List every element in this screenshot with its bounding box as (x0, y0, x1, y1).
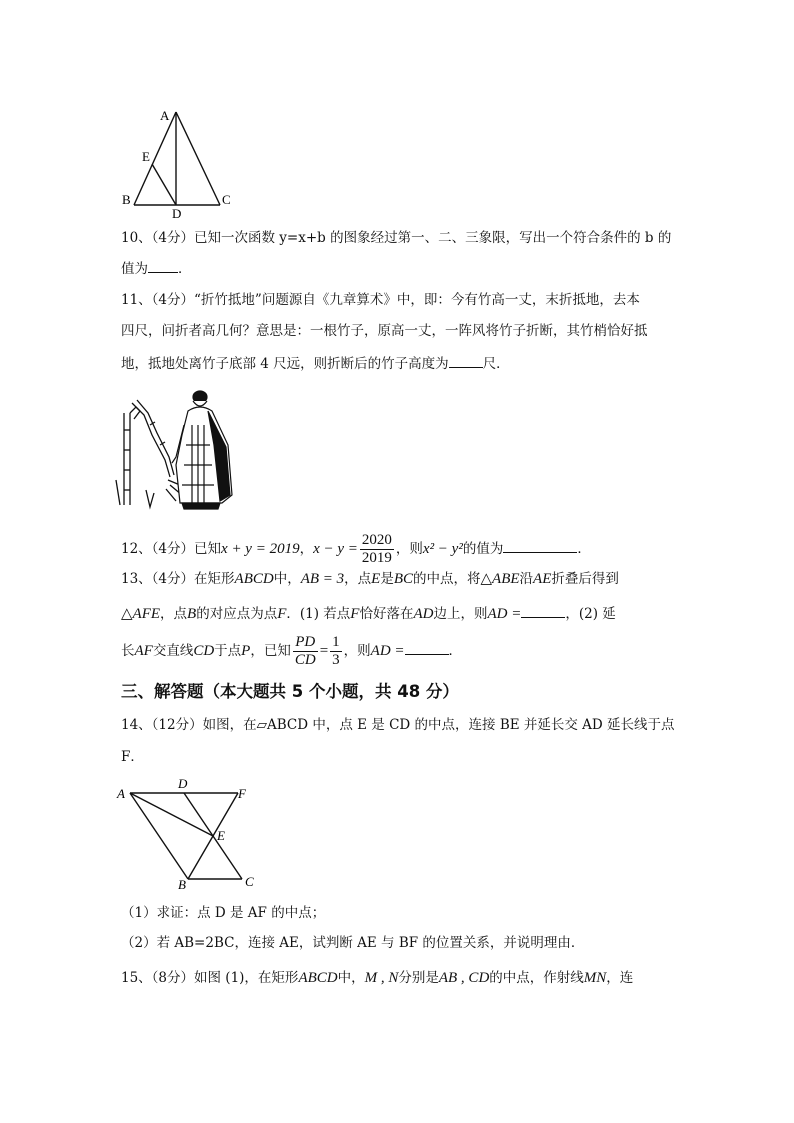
q15-text: 中， (337, 970, 365, 986)
q12-frac-num: 2020 (361, 532, 392, 548)
q15-text: ，连 (606, 970, 634, 986)
q12-expr: x² − y² (422, 541, 463, 557)
q13-math: CD (193, 643, 215, 659)
q15-line1 (121, 968, 633, 988)
q13-math: AF (134, 643, 153, 659)
q15-text: 的中点，作射线 (489, 970, 584, 986)
q12-suffix: 的值为 (462, 541, 504, 557)
q13-text: 是 (380, 571, 394, 587)
q15-math: M , N (364, 970, 399, 986)
q13-line2 (121, 603, 616, 624)
q15-text: 分别是 (398, 970, 439, 986)
q10-text: 值为 (121, 261, 148, 277)
q13-math: = (319, 643, 329, 659)
answer-blank[interactable] (503, 538, 577, 553)
q11-end: 尺． (482, 356, 510, 372)
q13-text: ．(1) 若点 (286, 606, 351, 622)
q10-line1: 10、（4分）已知一次函数 y=x+b 的图象经过第一、二、三象限，写出一个符合条件的 b 的 (121, 230, 672, 246)
q11-line2: 四尺，问折者高几何？意思是：一根竹子，原高一丈，一阵风将竹子折断，其竹梢恰好抵 (121, 323, 648, 339)
label-E: E (142, 149, 150, 164)
q13-fraction-one-third (330, 634, 342, 669)
q13-math: BC (393, 571, 413, 587)
q12-end: ． (577, 541, 591, 557)
q13-math: F (350, 606, 360, 622)
q13-math: △ABE (480, 571, 520, 587)
q13-line3 (121, 632, 462, 670)
q13-math: △AFE (121, 606, 161, 622)
q13-text: 交直线 (152, 643, 194, 659)
q13-text: 折叠后得到 (551, 571, 619, 587)
q13-text: ，点 (160, 606, 188, 622)
q11-line3 (121, 353, 510, 374)
q15-math: AB , CD (438, 970, 490, 986)
q13-text: 长 (121, 643, 135, 659)
label-B: B (178, 877, 186, 892)
q12-line (121, 530, 591, 568)
bamboo-scholar-illustration (110, 385, 240, 515)
q13-frac-num: 1 (332, 634, 340, 650)
q15-math: MN (583, 970, 607, 986)
label-D: D (178, 776, 188, 791)
q11-line1: 11、（4分）“折竹抵地”问题源自《九章算术》中，即：今有竹高一丈，末折抵地，去本 (121, 292, 640, 308)
label-F: F (238, 786, 246, 801)
q14-line1: 14、（12分）如图，在▱ABCD 中，点 E 是 CD 的中点，连接 BE 并延长交 AD 延长线于点 (121, 717, 675, 733)
q12-eq2: x − y = (313, 541, 358, 557)
answer-blank[interactable] (405, 640, 449, 655)
q13-text: 恰好落在 (359, 606, 414, 622)
q12-fraction (360, 532, 394, 567)
q14-part2: （2）若 AB=2BC，连接 AE，试判断 AE 与 BF 的位置关系，并说明理由． (121, 935, 585, 951)
q13-text: 中， (273, 571, 301, 587)
q13-math: B (187, 606, 197, 622)
answer-blank[interactable] (449, 353, 483, 368)
q15-text: 15、（8分）如图 (1)，在矩形 (121, 970, 299, 986)
label-B: B (122, 192, 131, 207)
parallelogram-figure (114, 776, 264, 894)
q14-line2: F． (121, 749, 144, 765)
label-A: A (160, 108, 170, 123)
q14-part1: （1）求证：点 D 是 AF 的中点； (121, 905, 326, 921)
label-D: D (172, 206, 182, 221)
label-E: E (217, 828, 225, 843)
q13-math: P (241, 643, 251, 659)
q10-line2 (121, 258, 192, 279)
q13-text: ，点 (344, 571, 372, 587)
triangle-figure (118, 104, 238, 222)
q13-text: ，已知 (250, 643, 291, 659)
q13-math: ABCD (234, 571, 274, 587)
q13-frac-den: 3 (332, 652, 340, 668)
q13-math: E (371, 571, 381, 587)
q13-math: AD (413, 606, 434, 622)
label-C: C (245, 874, 254, 889)
section-heading: 三、解答题（本大题共 5 个小题，共 48 分） (121, 682, 459, 701)
q12-sep: ， (299, 541, 314, 557)
q13-text: 于点 (214, 643, 242, 659)
q13-text: 沿 (519, 571, 534, 587)
q13-fraction-pd-cd (293, 634, 318, 669)
answer-blank[interactable] (148, 258, 178, 273)
label-C: C (222, 192, 231, 207)
q13-line1 (121, 569, 619, 589)
q13-text: 边上，则 (433, 606, 488, 622)
q11-text: 地，抵地处离竹子底部 4 尺远，则折断后的竹子高度为 (121, 356, 449, 372)
q10-end: ． (178, 261, 192, 277)
q13-frac-num: PD (293, 634, 318, 652)
answer-blank[interactable] (521, 603, 565, 618)
q13-text: ，(2) 延 (565, 606, 616, 622)
q13-math: AB = 3 (300, 571, 345, 587)
q13-text: 的中点，将 (413, 571, 481, 587)
q13-frac-den: CD (294, 652, 316, 668)
q13-text: 13、（4分）在矩形 (121, 571, 235, 587)
q13-text: 的对应点为点 (196, 606, 278, 622)
q13-math: F (277, 606, 287, 622)
q13-math: AD = (487, 606, 522, 622)
q12-mid: ，则 (395, 541, 423, 557)
q13-math: AE (533, 571, 552, 587)
q13-text: ． (448, 643, 463, 659)
q12-prefix: 12、（4分）已知 (121, 541, 222, 557)
q13-text: ，则 (343, 643, 371, 659)
q13-math: AD = (370, 643, 405, 659)
label-A: A (117, 786, 125, 801)
q12-eq1: x + y = 2019 (221, 541, 300, 557)
q15-math: ABCD (298, 970, 338, 986)
q12-frac-den: 2019 (361, 550, 392, 566)
